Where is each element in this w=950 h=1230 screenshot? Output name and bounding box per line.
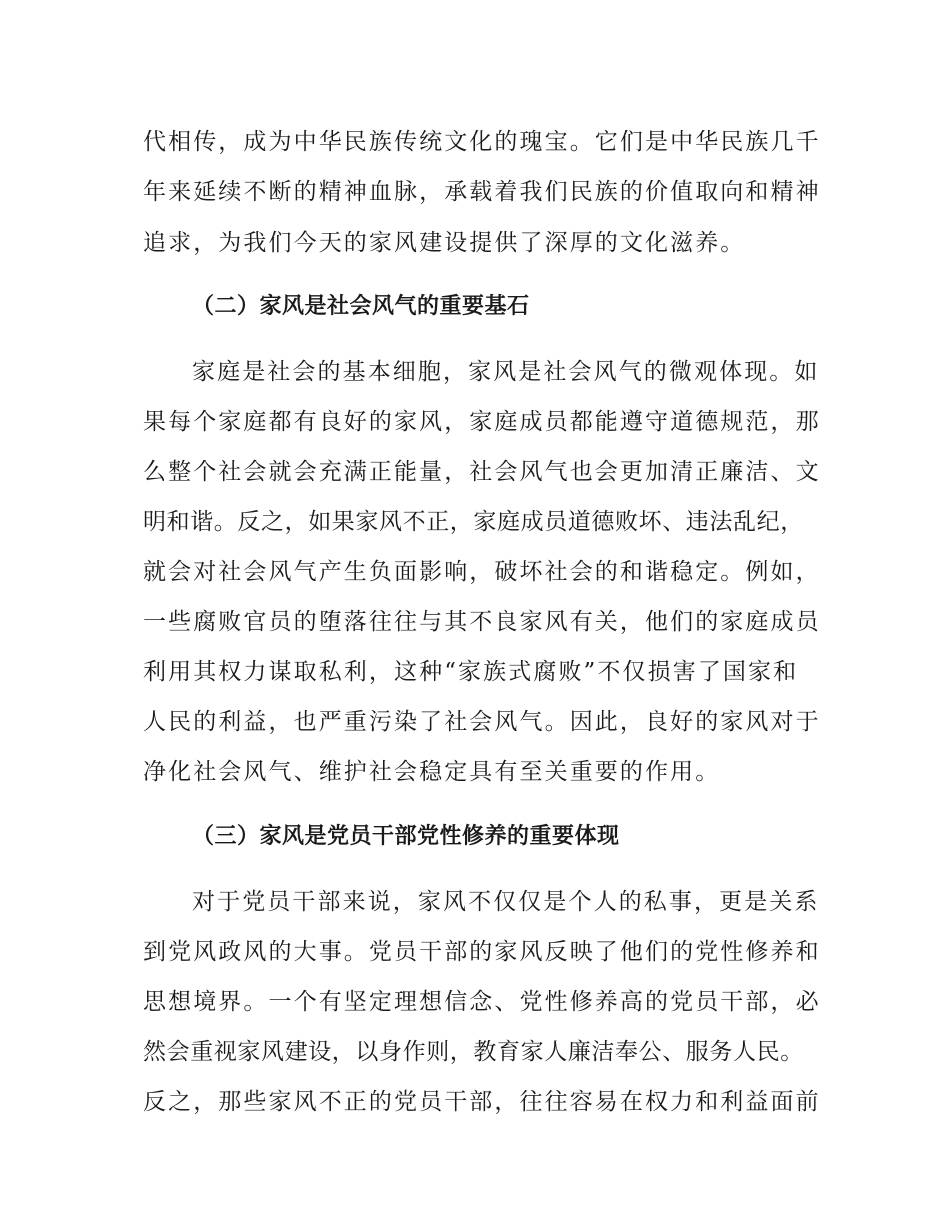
paragraph-line: 么整个社会就会充满正能量，社会风气也会更加清正廉洁、文 [143, 459, 821, 485]
paragraph-line: 果每个家庭都有良好的家风，家庭成员都能遵守道德规范，那 [143, 409, 821, 435]
section-heading-2: （二）家风是社会风气的重要基石 [192, 294, 530, 319]
paragraph-line: 然会重视家风建设，以身作则，教育家人廉洁奉公、服务人民。 [143, 1039, 804, 1065]
paragraph-line: 就会对社会风气产生负面影响，破坏社会的和谐稳定。例如， [143, 559, 821, 585]
paragraph-line: 思想境界。一个有坚定理想信念、党性修养高的党员干部，必 [143, 989, 821, 1015]
paragraph-line: 利用其权力谋取私利，这种“家族式腐败”不仅损害了国家和 [143, 659, 799, 685]
paragraph-line: 净化社会风气、维护社会稳定具有至关重要的作用。 [143, 759, 721, 785]
paragraph-line: 反之，那些家风不正的党员干部，往往容易在权力和利益面前 [143, 1089, 821, 1115]
paragraph-line: 明和谐。反之，如果家风不正，家庭成员道德败坏、违法乱纪， [143, 509, 804, 535]
paragraph-line: 年来延续不断的精神血脉，承载着我们民族的价值取向和精神 [143, 179, 821, 205]
paragraph-line: 人民的利益，也严重污染了社会风气。因此，良好的家风对于 [143, 709, 821, 735]
paragraph-line: 家庭是社会的基本细胞，家风是社会风气的微观体现。如 [192, 359, 820, 385]
paragraph-line: 一些腐败官员的堕落往往与其不良家风有关，他们的家庭成员 [143, 609, 821, 635]
paragraph-line: 对于党员干部来说，家风不仅仅是个人的私事，更是关系 [192, 889, 820, 915]
paragraph-line: 代相传，成为中华民族传统文化的瑰宝。它们是中华民族几千 [143, 129, 821, 155]
paragraph-line: 到党风政风的大事。党员干部的家风反映了他们的党性修养和 [143, 939, 821, 965]
section-heading-3: （三）家风是党员干部党性修养的重要体现 [192, 824, 620, 849]
paragraph-line: 追求，为我们今天的家风建设提供了深厚的文化滋养。 [143, 230, 746, 256]
